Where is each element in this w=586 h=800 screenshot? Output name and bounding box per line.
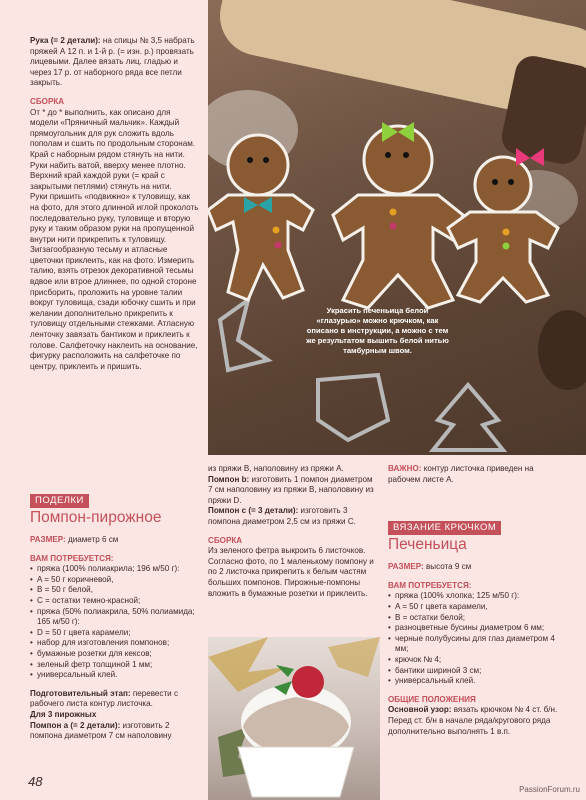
pompon-need-heading: ВАМ ПОТРЕБУЕТСЯ: [30, 553, 114, 563]
cookies-need-heading: ВАМ ПОТРЕБУЕТСЯ: [388, 580, 472, 590]
photo-caption: Украсить печеньица белой «глазурью» можно крючком, как описано в инструкции, а можно с тем же результатом вышить белой нитью тамбурным швом. [306, 306, 449, 355]
pompon-illustration [208, 637, 380, 800]
list-item: • набор для изготовления помпонов; [30, 638, 200, 649]
list-item: • A = 50 г коричневой, [30, 575, 200, 586]
list-item: • бантики шириной 3 см; [388, 666, 563, 677]
cookies-size: РАЗМЕР: высота 9 см [388, 562, 472, 572]
list-item: • C = остатки темно-красной; [30, 596, 200, 607]
pompon-assembly-heading: СБОРКА [208, 535, 243, 545]
list-item: • пряжа (50% полиакрила, 50% полиамида; 165 м/50 г): [30, 607, 200, 628]
watermark: PassionForum.ru [519, 785, 580, 794]
list-item: • универсальный клей. [388, 676, 563, 687]
gingerbread-cookies-photo [208, 0, 586, 455]
section-tag-crochet: ВЯЗАНИЕ КРЮЧКОМ [388, 521, 501, 535]
list-item: • разноцветные бусины диаметром 6 мм; [388, 623, 563, 634]
list-item: • крючок № 4; [388, 655, 563, 666]
pompon-b-text: Помпон b: изготовить 1 помпон диаметром 7 см наполовину из пряжи B, наполовину из пряжи D. [208, 474, 374, 505]
pompon-title: Помпон-пирожное [30, 509, 162, 526]
list-item: • A = 50 г цвета карамели, [388, 602, 563, 613]
page-number: 48 [28, 774, 43, 789]
prep-stage: Подготовительный этап: перевести с рабочего листа контур листочка. [30, 688, 178, 709]
section-tag-crafts: ПОДЕЛКИ [30, 494, 89, 508]
pompon-assembly-text: Из зеленого фетра выкроить 6 листочков. Согласно фото, по 1 маленькому помпону и по 2 листочка прикрепить к белым частям больших помпонов. Пирожные-помпоны вложить в бумажные розетки и приклеить. [208, 546, 374, 598]
important-note: ВАЖНО: контур листочка приведен на рабочем листе А. [388, 464, 534, 484]
gingerbread-cookie-2 [333, 122, 463, 308]
pompon-materials-list [30, 564, 200, 681]
list-item: • B = остатки белой; [388, 613, 563, 624]
pompon-c-text: Помпон c (= 3 детали): изготовить 3 помпона диаметром 2,5 см из пряжи C. [208, 506, 356, 526]
list-item: • B = 50 г белой, [30, 585, 200, 596]
main-pattern: Основной узор: вязать крючком № 4 ст. б/н. Перед ст. б/н в начале ряда/кругового ряда дополнительно выполнять 1 в.п. [388, 705, 558, 736]
column-middle [208, 464, 378, 599]
for-three-cakes: Для 3 пирожных [30, 709, 97, 719]
list-item: • D = 50 г цвета карамели; [30, 628, 200, 639]
list-item: • пряжа (100% полиакрила; 196 м/50 г): [30, 564, 200, 575]
gingerbread-illustration [208, 0, 586, 455]
list-item: • универсальный клей. [30, 670, 200, 681]
arm-instructions: Рука (= 2 детали): на спицы № 3,5 набрать пряжей А 12 п. и 1-й р. (= изн. р.) провязать лицевыми. Далее вязать лиц. гладью и через 17 р. от наборного ряда все петли закрыть. [30, 36, 195, 88]
list-item: • пряжа (100% хлопка; 125 м/50 г): [388, 591, 563, 602]
cookies-title: Печеньица [388, 536, 467, 554]
general-heading: ОБЩИЕ ПОЛОЖЕНИЯ [388, 694, 476, 704]
pompon-size: РАЗМЕР: диаметр 6 см [30, 535, 119, 544]
assembly-text-2: Руки пришить «подвижно» к туловищу, как на фото, для этого длинной иглой проколоть последовательно руку, туловище и вторую руку и таким образом руки на пропущенной внутри нити прикрепить к туловищу. [30, 192, 199, 244]
pompon-a-text: Помпон а (= 2 детали): изготовить 2 помпона диаметром 7 см наполовину [30, 720, 172, 741]
list-item: • зеленый фетр толщиной 1 мм; [30, 660, 200, 671]
assembly-text-1: От * до * выполнить, как описано для модели «Пряничный мальчик». Каждый прямоугольник для рук сложить вдоль пополам и сшить по продольным сторонам. Край с наборным рядом стянуть на нити. Руки набить ватой, вверху менее плотно. Верхний край каждой руки (= край с закрытыми петлями) стянуть на нити. [30, 107, 196, 191]
list-item: • бумажные розетки для кексов; [30, 649, 200, 660]
pompon-a-continued: из пряжи B, наполовину из пряжи A. [208, 464, 344, 473]
assembly-heading: СБОРКА [30, 96, 65, 106]
cookies-materials-list [388, 591, 563, 686]
pompon-cupcake-photo [208, 637, 380, 800]
assembly-text-3: Зигзагообразную тесьму и атласные цветочки приклеить, как на фото. Измерить талию, взять отрезок декоративной тесьмы вдвое или втрое длиннее, по одной стороне присборить, проложить на уровне талии вокруг туловища, сзади юбочку сшить и при желании дополнительно прикрепить к туловищу отдельными стежками. Атласную ленточку завязать бантиком и приклеить к голове. Салфеточку наклеить на основание, фигурку расположить на салфеточке по центру, приклеить и пришить. [30, 245, 198, 371]
list-item: • черные полубусины для глаз диаметром 4 мм; [388, 634, 563, 655]
column-right [388, 464, 563, 737]
column-left-top [30, 36, 200, 372]
pompon-section [30, 490, 200, 742]
